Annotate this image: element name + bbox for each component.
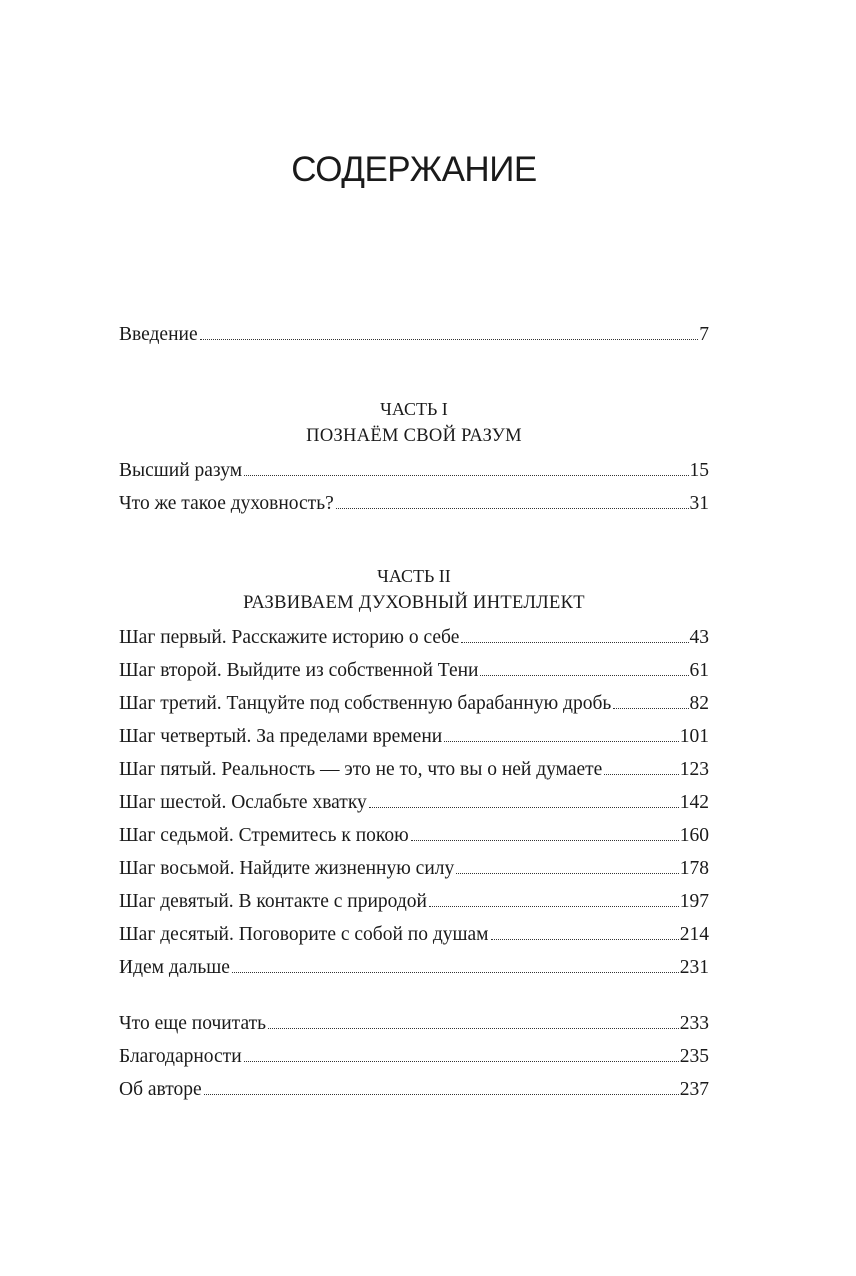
- dot-leader: [369, 807, 679, 808]
- toc-entry[interactable]: [119, 852, 709, 885]
- toc-entry[interactable]: [119, 786, 709, 819]
- dot-leader: [244, 475, 688, 476]
- toc-entry-label: Шаг шестой. Ослабьте хватку: [119, 792, 367, 813]
- dot-leader: [200, 339, 699, 340]
- toc-entry-page: 15: [689, 460, 709, 481]
- toc-entry[interactable]: [119, 885, 709, 918]
- dot-leader: [456, 873, 678, 874]
- dot-leader: [480, 675, 688, 676]
- toc-entry-label: Шаг четвертый. За пределами времени: [119, 726, 443, 747]
- toc-entry-page: 178: [679, 858, 709, 879]
- toc-entry-label: Шаг восьмой. Найдите жизненную силу: [119, 858, 455, 879]
- dot-leader: [604, 774, 678, 775]
- toc-entry-page: 142: [679, 792, 709, 813]
- table-of-contents: [119, 318, 709, 1106]
- toc-entry-page: 237: [679, 1079, 709, 1100]
- dot-leader: [491, 939, 679, 940]
- toc-entry-label: Шаг девятый. В контакте с природой: [119, 891, 427, 912]
- part-1-title: ПОЗНАЁМ СВОЙ РАЗУМ: [306, 426, 522, 446]
- toc-entry-page: 123: [679, 759, 709, 780]
- toc-entry-page: 82: [689, 693, 709, 714]
- toc-entry-page: 214: [679, 924, 709, 945]
- dot-leader: [204, 1094, 679, 1095]
- toc-entry-label: Шаг пятый. Реальность — это не то, что вы о ней думаете: [119, 759, 603, 780]
- dot-leader: [613, 708, 688, 709]
- part-2-heading: [119, 563, 709, 617]
- toc-entry[interactable]: [119, 720, 709, 753]
- toc-entry-label: Высший разум: [119, 460, 243, 481]
- toc-entry[interactable]: [119, 1040, 709, 1073]
- toc-entry[interactable]: [119, 1073, 709, 1106]
- toc-entry-label: Введение: [119, 324, 198, 345]
- page-title: СОДЕРЖАНИЕ: [291, 150, 537, 189]
- dot-leader: [244, 1061, 679, 1062]
- toc-entry-label: Шаг третий. Танцуйте под собственную барабанную дробь: [119, 693, 612, 714]
- toc-entry[interactable]: [119, 819, 709, 852]
- toc-entry-label: Шаг десятый. Поговорите с собой по душам: [119, 924, 489, 945]
- toc-entry-label: Шаг первый. Расскажите историю о себе: [119, 627, 460, 648]
- toc-entry-page: 61: [689, 660, 709, 681]
- toc-entry[interactable]: [119, 951, 709, 984]
- toc-entry-label: Шаг седьмой. Стремитесь к покою: [119, 825, 409, 846]
- toc-entry[interactable]: [119, 1007, 709, 1040]
- part-1-number: ЧАСТЬ I: [380, 399, 448, 419]
- toc-entry-label: Шаг второй. Выйдите из собственной Тени: [119, 660, 479, 681]
- dot-leader: [268, 1028, 679, 1029]
- toc-entry-page: 197: [679, 891, 709, 912]
- toc-entry-label: Что же такое духовность?: [119, 493, 334, 514]
- dot-leader: [429, 906, 679, 907]
- toc-entry-page: 160: [679, 825, 709, 846]
- toc-entry[interactable]: [119, 918, 709, 951]
- part-1-heading: [119, 396, 709, 450]
- toc-entry-page: 231: [679, 957, 709, 978]
- toc-entry[interactable]: [119, 621, 709, 654]
- toc-entry-page: 7: [699, 324, 709, 345]
- toc-entry-label: Об авторе: [119, 1079, 202, 1100]
- toc-entry[interactable]: [119, 687, 709, 720]
- toc-entry-page: 31: [689, 493, 709, 514]
- dot-leader: [232, 972, 679, 973]
- toc-entry[interactable]: [119, 487, 709, 520]
- dot-leader: [336, 508, 689, 509]
- toc-entry-label: Что еще почитать: [119, 1013, 267, 1034]
- toc-entry[interactable]: [119, 654, 709, 687]
- dot-leader: [411, 840, 679, 841]
- toc-entry-label: Идем дальше: [119, 957, 230, 978]
- part-2-title: РАЗВИВАЕМ ДУХОВНЫЙ ИНТЕЛЛЕКТ: [243, 593, 585, 613]
- toc-entry-intro[interactable]: [119, 318, 709, 351]
- part-2-number: ЧАСТЬ II: [377, 566, 451, 586]
- toc-entry-page: 235: [679, 1046, 709, 1067]
- toc-entry[interactable]: [119, 753, 709, 786]
- toc-entry-page: 101: [679, 726, 709, 747]
- toc-entry-label: Благодарности: [119, 1046, 242, 1067]
- toc-entry-page: 43: [689, 627, 709, 648]
- toc-entry[interactable]: [119, 454, 709, 487]
- toc-entry-page: 233: [679, 1013, 709, 1034]
- dot-leader: [461, 642, 688, 643]
- dot-leader: [444, 741, 679, 742]
